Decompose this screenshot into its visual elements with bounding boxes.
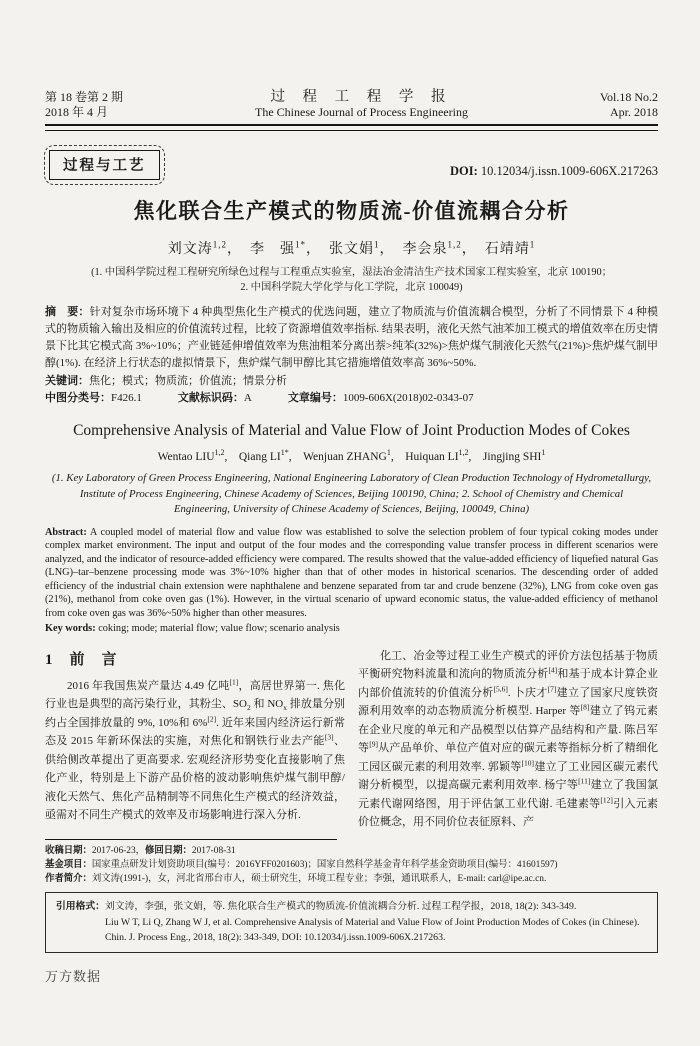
keywords-en-label: Key words: (45, 623, 96, 635)
classification-row (45, 390, 658, 407)
journal-header (45, 90, 658, 120)
document-code (178, 390, 252, 407)
citation-line-source: Chin. J. Process Eng., 2018, 18(2): 343-349, DOI: 10.12034/j.issn.1009-606X.217263. (104, 931, 446, 943)
footnote-block (45, 839, 658, 887)
article-id-value: 1009-606X(2018)02-0343-07 (342, 391, 474, 404)
abstract-cn-text: 针对复杂市场环境下 4 种典型焦化生产模式的优选问题，建立了物质流与价值流耦合模型，分析了不同情景下 4 种模式的物质输入输出及相应的价值流转过程，比较了资源增值效率指标. 结果表明，液化天然气油苯加工模式的增值效率在历史情景下比其它模式高 3%~10%；产业链延伸增值效率为焦油粗苯分离出萘>纯苯(32%)>焦炉煤气制液化天然气(21%)>焦炉煤气制甲醇(1%). 在经济上行状态的虚拟情景下，焦炉煤气制甲醇比其它措施增值效率高 36%~50%. (45, 305, 659, 370)
body-columns (45, 647, 658, 832)
keywords-cn (45, 373, 658, 390)
footnote-rule (45, 839, 337, 840)
abstract-en (45, 526, 658, 621)
article-id-label: 文章编号： (287, 391, 343, 404)
badge-row (45, 142, 658, 180)
keywords-en-text: coking; mode; material flow; value flow; scenario analysis (95, 623, 340, 635)
section-badge: 过程与工艺 (49, 150, 160, 180)
doi-value: 10.12034/j.issn.1009-606X.217263 (477, 163, 658, 178)
journal-name (175, 90, 548, 120)
document-code-label: 文献标识码： (177, 391, 244, 404)
journal-name-cn: 过 程 工 程 学 报 (270, 89, 453, 105)
citation-label: 引用格式： (56, 901, 105, 913)
keywords-cn-label: 关键词： (45, 374, 89, 387)
affiliations-en: (1. Key Laboratory of Green Process Engineering, National Engineering Laboratory of Clean Production Technology of Hydrometallurgy, Institute of Process Engineering, Chinese Academy of Sciences, Beijing 100190, China; 2. School of Chemistry and Chemical Engineering, University of Chinese Academy of Sciences, Beijing, 100049, China) (51, 472, 652, 516)
right-column (358, 647, 658, 832)
authors-cn: 刘文涛$^{1,2}$， 李 强$^{1*}$， 张文娟$^1$， 李会泉$^{1,2}$， 石靖靖$^1$ (167, 238, 536, 257)
clc-value: F426.1 (111, 391, 142, 404)
keywords-cn-text: 焦化；模式；物质流；价值流；情景分析 (89, 374, 287, 387)
clc-label: 中图分类号： (45, 391, 111, 404)
citation-box (45, 892, 658, 953)
issue-info (45, 90, 175, 120)
affiliations-cn (45, 265, 658, 295)
clc-number (45, 390, 142, 407)
watermark: 万方数据 (45, 969, 102, 984)
doi (450, 164, 658, 180)
intro-paragraph-1: 2016 年我国焦炭产量达 4.49 亿吨[1]，高居世界第一. 焦化行业也是典型的高污染行业，其粉尘、$SO_2$ 和 $NO_x$ 排放量分别约占全国排放量的 9%, 10%和 6%[2]. 近年来国内经济运行新常态及 2015 年新环保法的实施，对焦化和钢铁行业去产能[3]、供给侧改革提出了更高要求. 宏观经济形势变化直接影响了焦化产业，特别是上下游产品价格的波动影响焦炉煤气制甲醇/液化天然气、焦化产品精制等不同焦化生产模式的经济效益，亟需对不同生产模式的效率及市场影响进行深入分析. (45, 677, 346, 822)
paper-title-cn: 焦化联合生产模式的物质流-价值流耦合分析 (133, 198, 570, 223)
citation-line-en: Liu W T, Li Q, Zhang W J, et al. Comprehensive Analysis of Material and Value Flow of Joint Production Modes of Cokes (in Chinese). (104, 916, 640, 928)
authors-en: Wentao LIU$^{1,2}$, Qiang $LI^{1*}$, Wenjuan ZHANG$^1$, Huiquan LI$^{1,2}$, Jingjing SHI$^1$ (157, 448, 546, 464)
abstract-en-text: A coupled model of material flow and value flow was established to solve the selection problem of four typical coking modes under complex market environment. The input and output of the four modes and the corresponding value transfer process in different scenarios were analyzed, and the indicator of resource-added efficiency were compared. The results showed that the value-added efficiency of liquefied natural Gas (LNG)–tar–benzene processing mode was 3%~10% higher than that of other modes in historical scenarios. The descending order of added efficiency of the industrial chain extension were naphthalene and benzene separated from tar and crude benzene (32%), LNG from coke oven gas (21%), methanol from coke oven gas (1%). However, in the virtual scenario of upward economic status, the value-added efficiency of methanol from coke oven gas was 36%~50% higher than other measures. (45, 526, 658, 619)
affiliation-cn-line1: (1. 中国科学院过程工程研究所绿色过程与工程重点实验室，湿法冶金清洁生产技术国家工程实验室，北京 100190； (91, 266, 612, 278)
abstract-cn (45, 304, 658, 373)
issue-volume: 第 18 卷第 2 期 (45, 90, 124, 104)
header-divider (45, 124, 658, 131)
abstract-cn-label: 摘 要： (45, 305, 90, 318)
keywords-en (45, 622, 658, 636)
issue-month-en: Apr. 2018 (610, 105, 658, 119)
volume-number: Vol.18 No.2 (599, 90, 658, 104)
doi-label: DOI: (450, 163, 478, 178)
citation-line-cn: 刘文涛，李强，张文娟，等. 焦化联合生产模式的物质流-价值流耦合分析. 过程工程学报，2018, 18(2): 343-349. (104, 901, 577, 913)
intro-paragraph-2: 化工、冶金等过程工业生产模式的评价方法包括基于物质平衡研究物料流量和流向的物质流分析[4]和基于成本计算企业内部价值流转的价值流分析[5,6]. 卜庆才[7]建立了国家尺度铁资源利用效率的动态物质流分析模型. Harper 等[8]建立了钨元素在企业尺度的单元和产品模型以估算产品结构和产量. 陈吕军等[9]从产品单价、单位产值对应的碳元素等指标分析了精细化工园区碳元素的利用效率. 郭颖等[10]建立了工业园区碳元素代谢分析模型，以提高碳元素利用效率. 杨宁等[11]建立了我国氯元素代谢网络图，用于评估氯工业代谢. 毛建素等[12]引入元素价位概念，用不同价位表征原料、产 (358, 649, 659, 829)
footnote-received-line: 收稿日期：2017-06-23，修回日期：2017-08-31 (45, 845, 236, 856)
footnote-author-bio-line: 作者简介：刘文涛(1991-)，女，河北省邢台市人，硕士研究生，环境工程专业；李强，通讯联系人，E-mail: carl@ipe.ac.cn. (45, 874, 547, 885)
left-column (45, 647, 345, 832)
citation-lines (105, 899, 640, 945)
article-id (288, 390, 474, 407)
volume-info (548, 90, 658, 120)
abstract-en-label: Abstract: (45, 526, 87, 538)
affiliation-cn-line2: 2. 中国科学院大学化学与化工学院，北京 100049) (240, 281, 463, 293)
journal-name-en: The Chinese Journal of Process Engineering (255, 105, 468, 119)
document-code-value: A (243, 391, 252, 404)
paper-title-en: Comprehensive Analysis of Material and Value Flow of Joint Production Modes of Cokes (73, 422, 630, 440)
section-heading-introduction: 1 前 言 (45, 651, 118, 668)
issue-date-cn: 2018 年 4 月 (45, 105, 109, 119)
footnote-funding-line: 基金项目：国家重点研发计划资助项目(编号：2016YFF0201603)；国家自然科学基金青年科学基金资助项目(编号：41601597) (45, 859, 558, 870)
